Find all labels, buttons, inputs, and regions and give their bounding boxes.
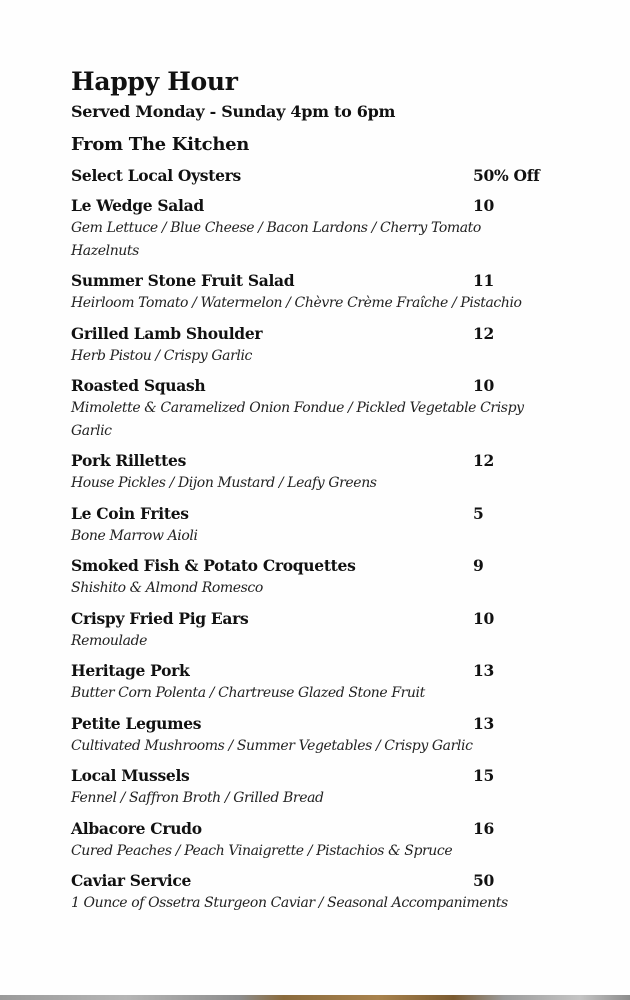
menu-item-header: [71, 165, 571, 187]
menu-item-header: [71, 870, 571, 892]
menu-item: [71, 818, 571, 863]
menu-item: [71, 323, 571, 368]
menu-item-name: Le Wedge Salad: [71, 196, 204, 215]
menu-item-list: [71, 165, 571, 915]
menu-item-price: 11: [473, 271, 494, 290]
menu-item-name: Pork Rillettes: [71, 451, 186, 470]
menu-item-price: 13: [473, 661, 494, 680]
menu-item-name: Heritage Pork: [71, 661, 190, 680]
menu-item-header: [71, 503, 571, 525]
menu-item: [71, 870, 571, 915]
menu-item-name: Petite Legumes: [71, 713, 202, 733]
menu-item-header: [71, 270, 571, 292]
menu-item-description: Heirloom Tomato / Watermelon / Chèvre Crème Fraîche / Pistachio: [71, 295, 522, 311]
served-hours: Served Monday - Sunday 4pm to 6pm: [71, 102, 396, 121]
menu-item-name: Le Coin Frites: [71, 503, 189, 523]
menu-item-name: Crispy Fried Pig Ears: [71, 608, 249, 628]
menu-item-header: [71, 713, 571, 735]
menu-item: [71, 270, 571, 315]
menu-item-description: 1 Ounce of Ossetra Sturgeon Caviar / Seasonal Accompaniments: [71, 895, 508, 911]
menu-item-description: Mimolette & Caramelized Onion Fondue / Pickled Vegetable Crispy Garlic: [71, 400, 524, 439]
menu-item-price: 16: [473, 818, 494, 838]
menu-item-description: Butter Corn Polenta / Chartreuse Glazed Stone Fruit: [71, 685, 425, 701]
photo-strip: [0, 995, 630, 1000]
menu-item-name: Roasted Squash: [71, 376, 206, 395]
menu-item-name: Summer Stone Fruit Salad: [71, 271, 295, 290]
menu-item-description: Fennel / Saffron Broth / Grilled Bread: [71, 790, 324, 806]
menu-item: [71, 503, 571, 548]
menu-item-name: Smoked Fish & Potato Croquettes: [71, 556, 356, 575]
menu-item: [71, 195, 571, 262]
menu-item-price: 12: [473, 451, 494, 470]
menu-item: [71, 165, 571, 187]
menu-item-name: Albacore Crudo: [71, 818, 202, 838]
menu-item: [71, 450, 571, 495]
menu-item-price: 10: [473, 196, 494, 215]
menu-item: [71, 555, 571, 600]
menu-item-price: 50: [473, 871, 494, 890]
menu-item-price: 15: [473, 766, 494, 785]
section-heading: From The Kitchen: [71, 134, 250, 155]
menu-item-header: [71, 818, 571, 840]
menu-item-price: 5: [473, 503, 484, 523]
menu-item-name: Caviar Service: [71, 871, 192, 890]
menu-item-price: 50% Off: [473, 166, 540, 185]
menu-item-name: Grilled Lamb Shoulder: [71, 323, 263, 343]
menu-item-header: [71, 765, 571, 787]
menu-page: [71, 66, 571, 915]
menu-item: [71, 608, 571, 653]
menu-item-description: Gem Lettuce / Blue Cheese / Bacon Lardons / Cherry Tomato Hazelnuts: [71, 220, 481, 259]
menu-item-header: [71, 608, 571, 630]
menu-item-description: Herb Pistou / Crispy Garlic: [71, 347, 252, 364]
menu-item-price: 12: [473, 323, 494, 343]
menu-item: [71, 713, 571, 758]
menu-title: Happy Hour: [71, 67, 238, 96]
menu-item-price: 13: [473, 713, 494, 733]
menu-item-description: Cultivated Mushrooms / Summer Vegetables / Crispy Garlic: [71, 737, 473, 754]
menu-item-description: House Pickles / Dijon Mustard / Leafy Greens: [71, 475, 377, 491]
menu-item-header: [71, 450, 571, 472]
menu-item-price: 10: [473, 376, 494, 395]
menu-item-header: [71, 375, 571, 397]
menu-item: [71, 660, 571, 705]
menu-item-description: Bone Marrow Aioli: [71, 527, 198, 544]
menu-item-description: Cured Peaches / Peach Vinaigrette / Pistachios & Spruce: [71, 842, 453, 859]
menu-item-header: [71, 660, 571, 682]
menu-item-price: 9: [473, 556, 484, 575]
menu-item-header: [71, 195, 571, 217]
menu-item-name: Select Local Oysters: [71, 166, 241, 185]
menu-item-description: Remoulade: [71, 632, 148, 649]
menu-item-header: [71, 323, 571, 345]
menu-item-name: Local Mussels: [71, 766, 190, 785]
menu-item: [71, 765, 571, 810]
menu-item-header: [71, 555, 571, 577]
menu-item: [71, 375, 571, 442]
menu-item-price: 10: [473, 608, 494, 628]
menu-item-description: Shishito & Almond Romesco: [71, 580, 263, 596]
